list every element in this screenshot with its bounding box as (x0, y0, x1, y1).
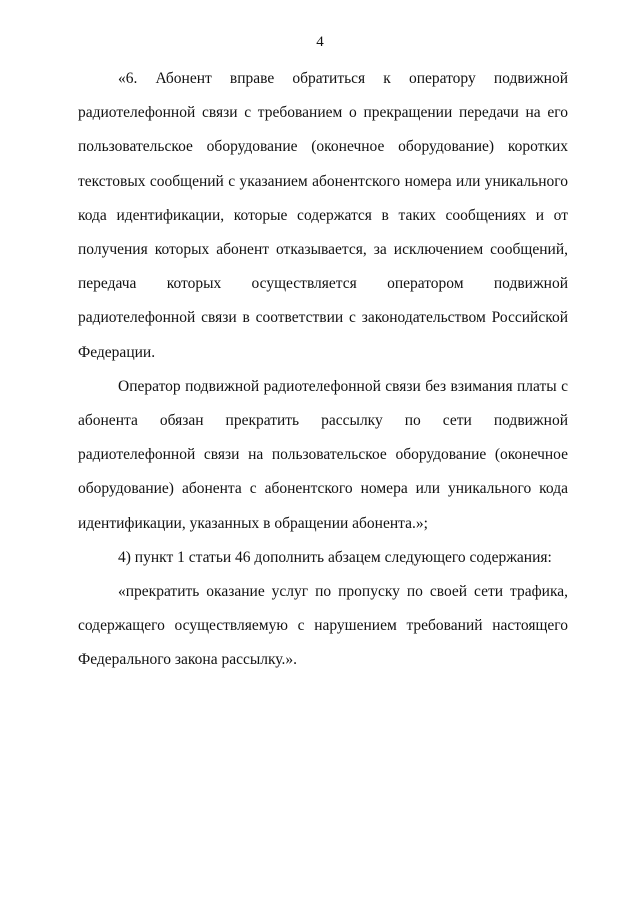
paragraph-quoted-addition: «прекратить оказание услуг по пропуску по своей сети трафика, содержащего осуществляемую с нарушением требований настоящего Федерального закона рассылку.». (78, 583, 568, 669)
paragraph-subscriber-right: «6. Абонент вправе обратиться к оператору подвижной радиотелефонной связи с требованием о прекращении передачи на его пользовательское оборудование (оконечное оборудование) коротких текстовых сообщений с указанием абонентского номера или уникального кода идентификации, которые содержатся в таких сообщениях и от получения которых абонент отказывается, за исключением сообщений, передача которых осуществляется оператором подвижной радиотелефонной связи в соответствии с законодательством Российской Федерации. (78, 70, 568, 361)
page-number: 4 (316, 34, 324, 50)
body-text (78, 62, 568, 678)
paragraph-amendment-item-4: 4) пункт 1 статьи 46 дополнить абзацем следующего содержания: (118, 548, 552, 566)
paragraph-operator-obligation: Оператор подвижной радиотелефонной связи без взимания платы с абонента обязан прекратить рассылку по сети подвижной радиотелефонной связи на пользовательское оборудование (оконечное оборудование) абонента с абонентского номера или уникального кода идентификации, указанных в обращении абонента.»; (78, 377, 568, 532)
